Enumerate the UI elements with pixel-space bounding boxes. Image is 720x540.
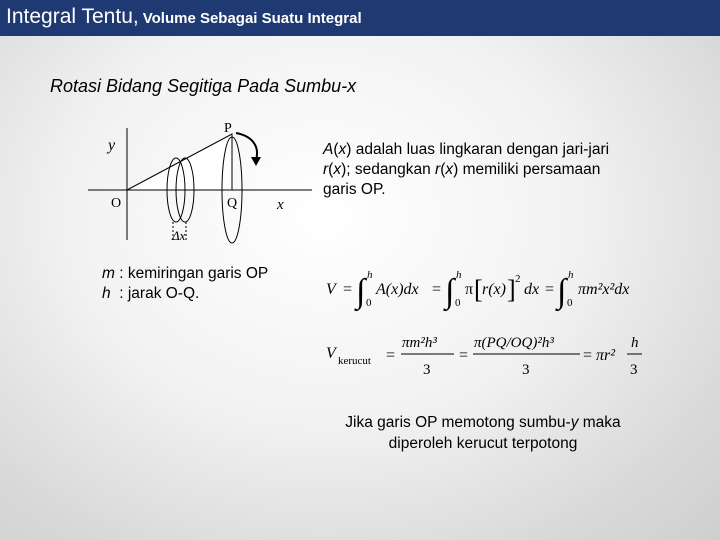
label-P: P	[224, 121, 232, 136]
rotation-arrowhead	[251, 157, 261, 166]
f1-eq2: =	[432, 281, 442, 298]
f1-pi: π	[465, 281, 474, 298]
note-m-var: m	[102, 265, 115, 282]
label-dx: Δx	[172, 228, 186, 243]
note-h-text: : jarak O-Q.	[110, 285, 200, 302]
conclusion-text	[318, 412, 648, 454]
f2-eq1: =	[386, 347, 396, 364]
f1-dx: dx	[524, 281, 540, 298]
label-O: O	[111, 196, 122, 211]
conclusion-line2: diperoleh kerucut terpotong	[388, 435, 578, 452]
note-m	[102, 264, 268, 284]
f1-lower3: 0	[567, 297, 573, 309]
f1-lower2: 0	[455, 297, 461, 309]
f2-eq3: =	[583, 347, 593, 364]
conclusion-line1	[318, 412, 648, 433]
desc-r2: r	[435, 161, 441, 178]
f2-den3: 3	[630, 362, 638, 378]
area-description: A(x) adalah luas lingkaran dengan jari-jari r(x); sedangkan r(x) memiliki persamaan garis OP.	[323, 141, 610, 198]
conclusion-y: y	[570, 414, 579, 431]
f2-num3: h	[631, 335, 639, 351]
note-h-var: h	[102, 285, 111, 302]
f2-num1: πm²h³	[402, 335, 437, 351]
conclusion-l1b: maka	[578, 414, 621, 431]
f1-eq1: =	[343, 281, 353, 298]
variable-notes	[102, 264, 268, 304]
desc-x3: x	[445, 161, 454, 178]
cone-volume-formula	[326, 335, 642, 378]
f1-integrand1: A(x)dx	[376, 281, 419, 298]
f1-lbracket: [	[474, 275, 483, 304]
title-sub-text: Volume Sebagai Suatu Integral	[142, 10, 362, 27]
f2-V: V	[326, 345, 336, 362]
note-m-text: : kemiringan garis OP	[114, 265, 269, 282]
title-main-text: Integral Tentu,	[6, 5, 139, 28]
label-Q: Q	[227, 196, 238, 211]
label-x: x	[277, 197, 284, 213]
desc-x2: x	[333, 161, 342, 178]
f1-upper3: h	[568, 269, 574, 281]
f1-upper1: h	[367, 269, 373, 281]
label-y: y	[108, 137, 116, 154]
triangle-OPQ	[127, 134, 232, 190]
f1-V: V	[326, 281, 336, 298]
desc-text3: ) memiliki persamaan garis OP.	[323, 161, 601, 198]
f1-eq3: =	[545, 281, 555, 298]
desc-A: A	[323, 141, 334, 158]
f2-subscript: kerucut	[338, 355, 371, 367]
f2-num2: π(PQ/OQ)²h³	[474, 335, 554, 351]
f1-square: 2	[515, 273, 521, 285]
f2-den1: 3	[423, 362, 431, 378]
f1-int2: ∫	[445, 273, 455, 310]
f1-rbracket: ]	[507, 275, 516, 304]
volume-integral-formula	[326, 269, 629, 312]
f1-lower1: 0	[366, 297, 372, 309]
note-h	[102, 284, 268, 304]
conclusion-l1a: Jika garis OP memotong sumbu-	[345, 414, 571, 431]
f1-rx: r(x)	[482, 281, 506, 298]
desc-x1: x	[338, 141, 347, 158]
f2-eq2: =	[459, 347, 469, 364]
f1-integrand3: πm²x²dx	[578, 281, 630, 298]
f1-int1: ∫	[356, 273, 366, 310]
f2-pir2: πr²	[596, 347, 616, 364]
f2-den2: 3	[522, 362, 530, 378]
f1-upper2: h	[456, 269, 462, 281]
desc-text2: ); sedangkan	[341, 161, 436, 178]
f1-int3: ∫	[557, 273, 567, 310]
section-title: Rotasi Bidang Segitiga Pada Sumbu-x	[50, 76, 357, 96]
desc-r: r	[323, 161, 329, 178]
rotation-arrow	[236, 133, 257, 160]
desc-text1: ) adalah luas lingkaran dengan jari-jari	[346, 141, 610, 158]
